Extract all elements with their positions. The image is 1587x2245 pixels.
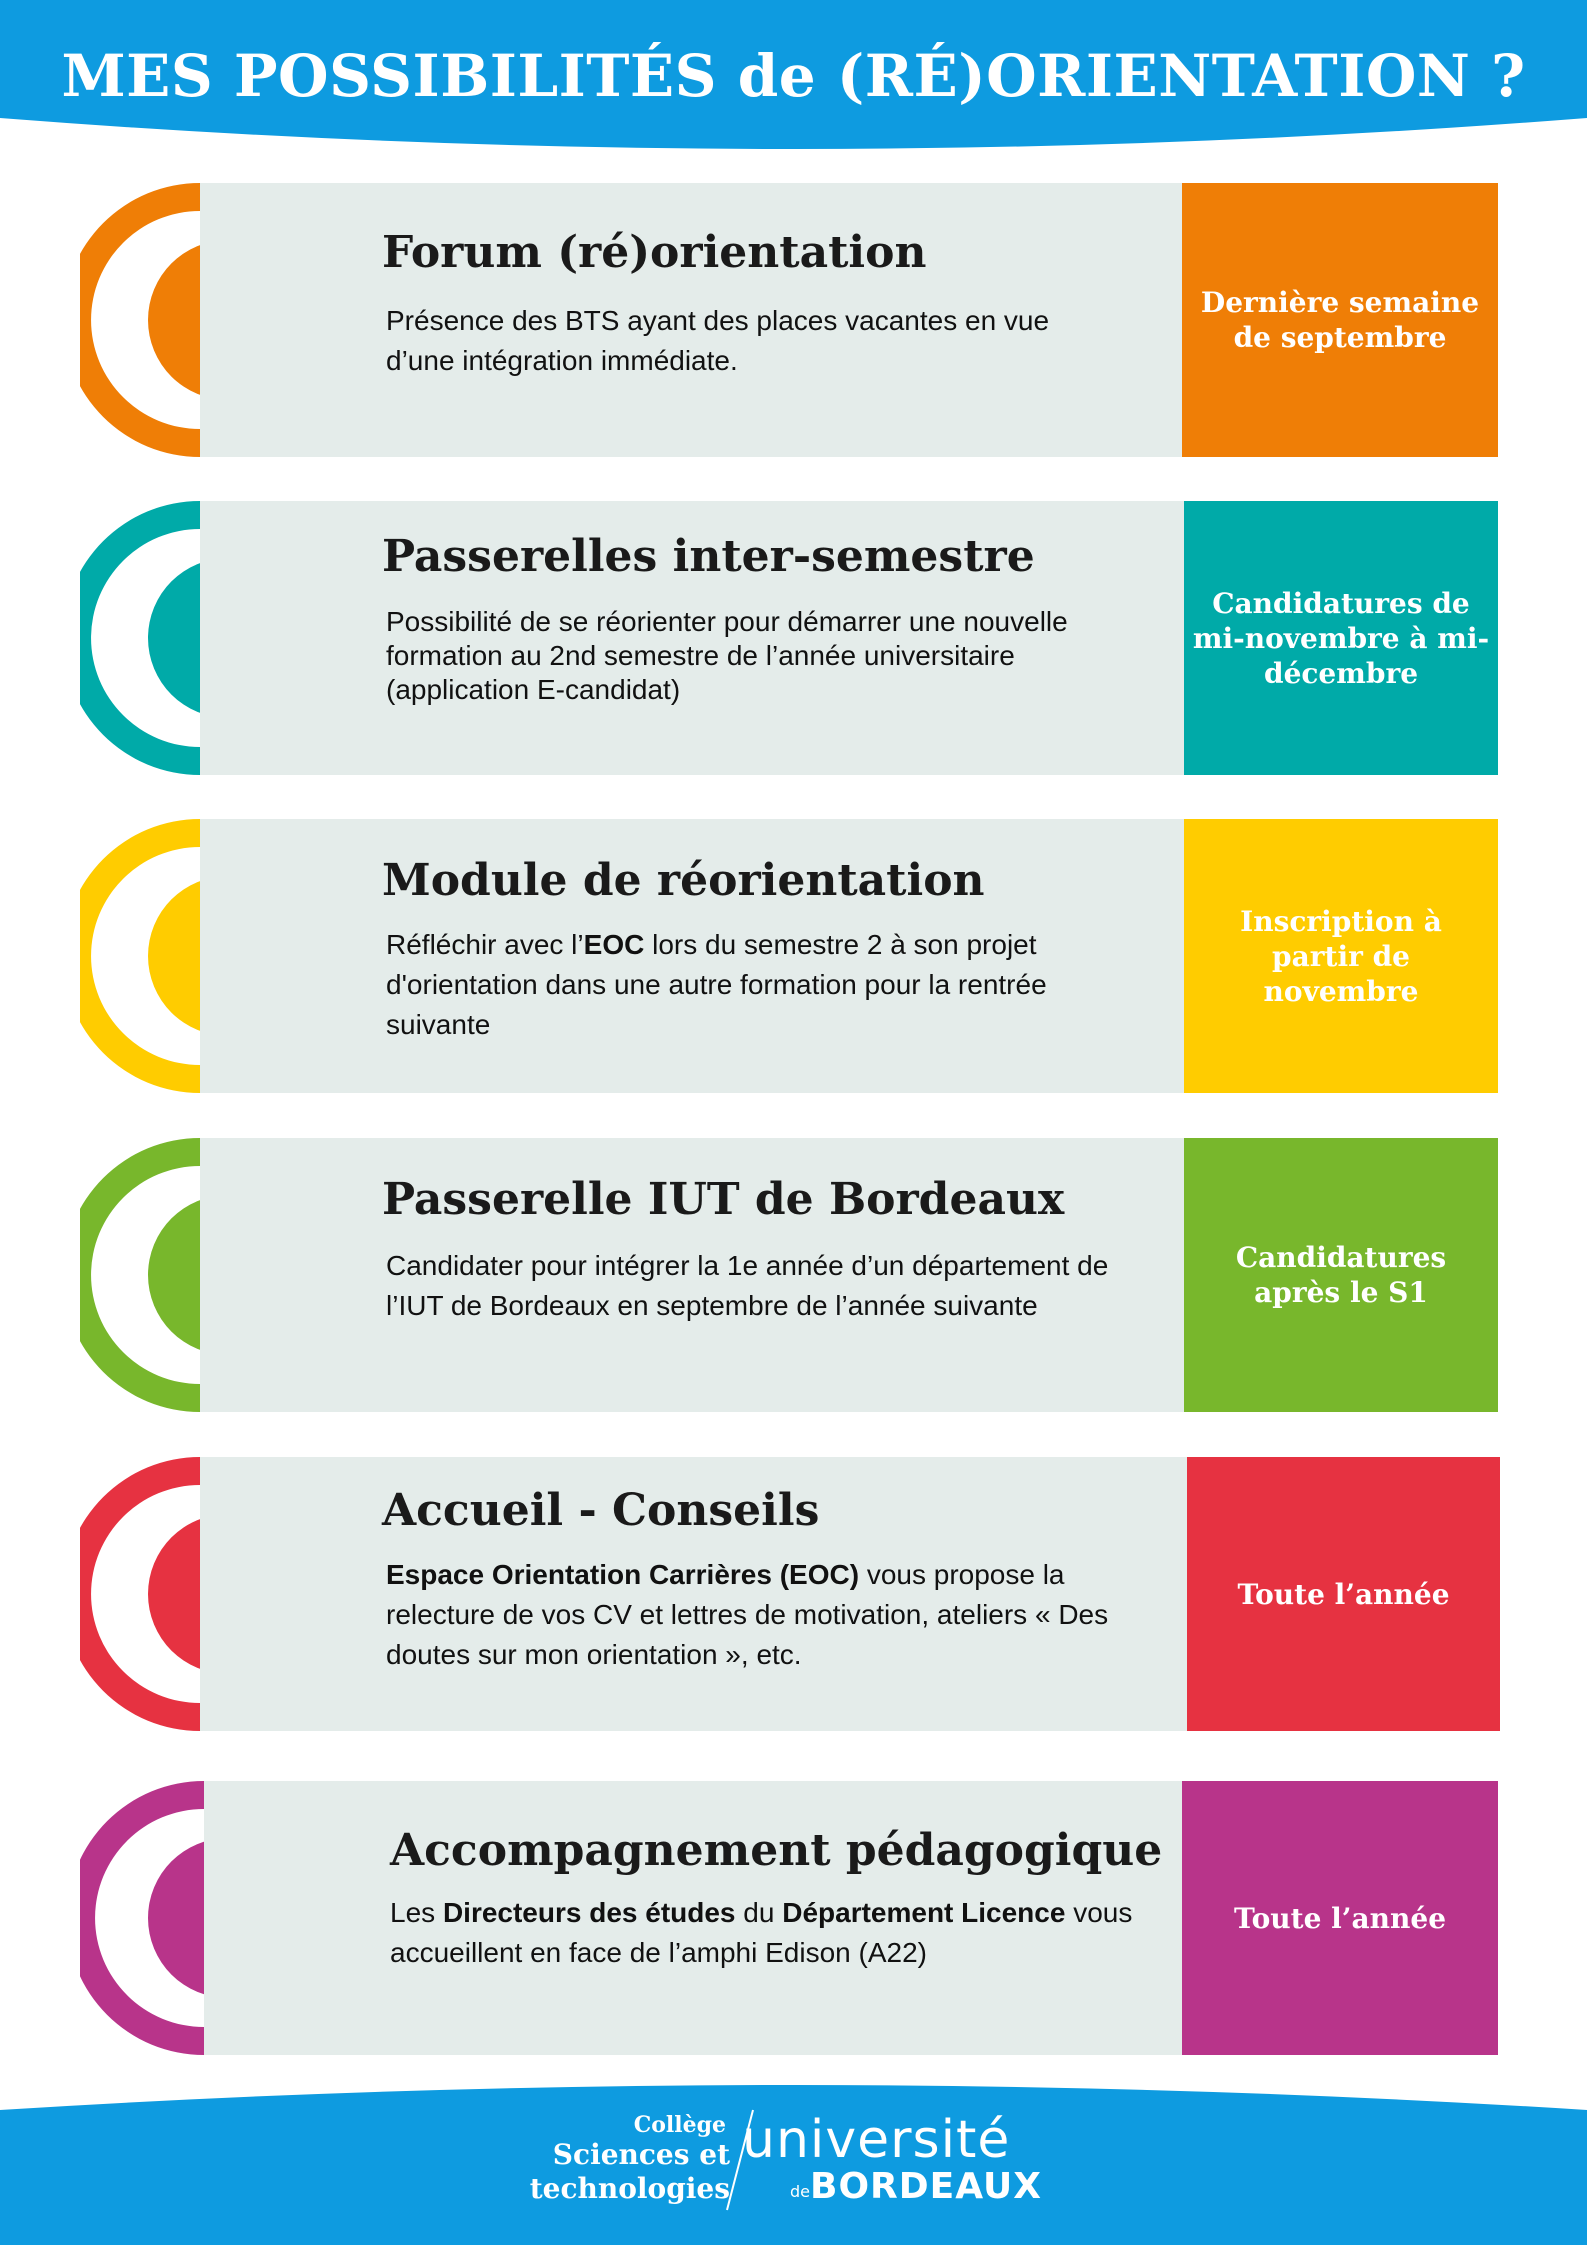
college-line-3: technologies <box>529 2172 730 2205</box>
option-title: Forum (ré)orientation <box>382 227 927 278</box>
option-title: Module de réorientation <box>382 855 985 906</box>
college-line-1: Collège <box>633 2112 726 2138</box>
college-line-2: Sciences et <box>552 2138 730 2171</box>
header-banner <box>0 0 1587 160</box>
option-timing-badge: Candidatures après le S1 <box>1184 1138 1498 1412</box>
option-description: Présence des BTS ayant des places vacantes en vue d’une intégration immédiate. <box>386 305 1050 376</box>
option-description: Possibilité de se réorienter pour démarrer une nouvelle formation au 2nd semestre de l’année universitaire (application E-candidat) <box>386 606 1068 705</box>
option-timing-badge: Toute l’année <box>1182 1781 1498 2055</box>
option-description: Les Directeurs des études du Département Licence vous accueillent en face de l’amphi Edison (A22) <box>390 1897 1133 1968</box>
university-de: de <box>790 2182 810 2201</box>
option-timing-badge: Inscription à partir de novembre <box>1184 819 1498 1093</box>
option-accompagnement-pedagogique <box>80 1781 1500 2055</box>
option-accueil-conseils <box>80 1457 1500 1731</box>
university-wordmark: université <box>742 2110 1011 2170</box>
option-timing-badge: Toute l’année <box>1187 1457 1500 1731</box>
option-forum-reorientation <box>80 183 1500 457</box>
option-description: Espace Orientation Carrières (EOC) vous propose la relecture de vos CV et lettres de motivation, ateliers « Des doutes sur mon orientation », etc. <box>386 1559 1109 1670</box>
university-city: BORDEAUX <box>810 2166 1042 2207</box>
option-title: Passerelles inter-semestre <box>382 531 1035 582</box>
option-description: Candidater pour intégrer la 1e année d’un département de l’IUT de Bordeaux en septembre de l’année suivante <box>386 1250 1109 1321</box>
option-timing-badge: Dernière semaine de septembre <box>1182 183 1498 457</box>
option-title: Passerelle IUT de Bordeaux <box>382 1174 1065 1225</box>
option-timing-badge: Candidatures de mi-novembre à mi-décembre <box>1184 501 1498 775</box>
option-module-reorientation <box>80 819 1500 1093</box>
college-logo-text <box>470 2112 730 2206</box>
option-description: Réfléchir avec l’EOC lors du semestre 2 à son projet d'orientation dans une autre formation pour la rentrée suivante <box>386 929 1047 1040</box>
option-passerelles-inter-semestre <box>80 501 1500 775</box>
option-title: Accompagnement pédagogique <box>390 1825 1163 1876</box>
option-passerelle-iut <box>80 1138 1500 1412</box>
page-title: MES POSSIBILITÉS de (RÉ)ORIENTATION ? <box>61 42 1526 110</box>
option-title: Accueil - Conseils <box>382 1485 820 1536</box>
